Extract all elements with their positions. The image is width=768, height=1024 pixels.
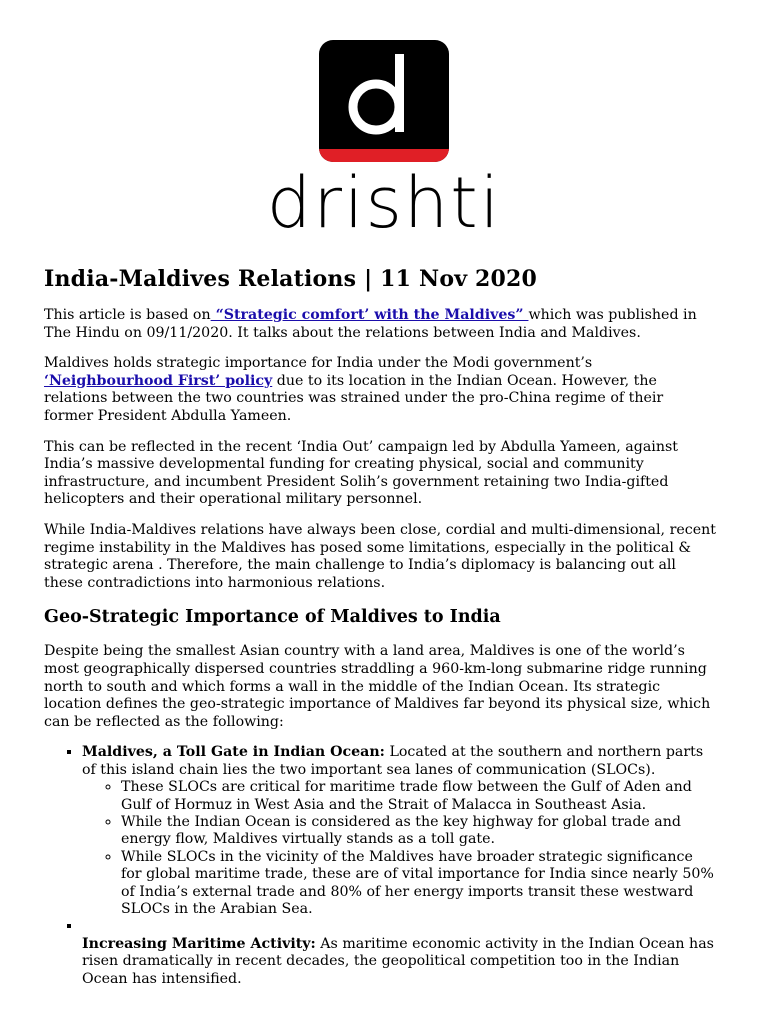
paragraph-4: While India-Maldives relations have always been close, cordial and multi-dimensional, recent regime instability in the Maldives has posed some limitations, especially in the political & strategic arena . Therefore, the main challenge to India’s diplomacy is balancing out all these contradictions into harmonious relations. <box>44 521 716 591</box>
sub-list-text-cont: for global maritime trade, these are of vital importance for India since nearly 50% of India’s external trade and 80% of her energy imports transit these westward SLOCs in the Arabian Sea. <box>121 866 714 917</box>
article-source-link[interactable]: “Strategic comfort’ with the Maldives” <box>210 307 529 323</box>
sub-list-item: ◦ These SLOCs are critical for maritime trade flow between the Gulf of Aden and Gulf of Hormuz in West Asia and the Strait of Malacca in Southeast Asia. <box>121 779 716 814</box>
list-item <box>82 918 716 988</box>
intro-text: This article is based on <box>44 307 211 323</box>
paragraph-2 <box>44 355 716 425</box>
page-title: India-Maldives Relations | 11 Nov 2020 <box>44 266 538 292</box>
sub-list-item: ◦ While the Indian Ocean is considered as the key highway for global trade and energy flow, Maldives virtually stands as a toll gate. <box>121 814 716 849</box>
section-heading: Geo-Strategic Importance of Maldives to India <box>44 607 501 628</box>
drishti-d-logo-icon <box>319 40 449 162</box>
p2-text-end: due to its location in the Indian Ocean. However, the relations between the two countries was strained under the pro-China regime of their former President Abdulla Yameen. <box>44 372 664 424</box>
sub-list-text: While SLOCs in the vicinity of the Maldives have broader strategic significance <box>121 848 693 865</box>
logo-red-bar <box>319 149 449 162</box>
p2-text: Maldives holds strategic importance for India under the Modi government’s <box>44 355 593 372</box>
neighbourhood-first-link[interactable]: ‘Neighbourhood First’ policy <box>44 372 273 389</box>
list-item-bold: Increasing Maritime Activity: <box>82 935 316 952</box>
paragraph-5: Despite being the smallest Asian country with a land area, Maldives is one of the world’s most geographically dispersed countries straddling a 960-km-long submarine ridge running north to south and which forms a wall in the middle of the Indian Ocean. Its strategic location defines the geo-strategic importance of Maldives far beyond its physical size, which can be reflected as the following: <box>44 643 711 730</box>
list-item-text-cont: risen dramatically in recent decades, the geopolitical competition too in the Indian Ocean has intensified. <box>82 953 680 987</box>
intro-paragraph <box>44 307 716 342</box>
list-item <box>82 744 716 918</box>
sub-list-item <box>121 849 716 919</box>
list-item-text: Located at the southern and northern parts of this island chain lies the two important sea lanes of communication (SLOCs). <box>82 744 704 778</box>
intro-text-end: which was published in The Hindu on 09/11/2020. It talks about the relations between India and Maldives. <box>44 307 697 341</box>
article <box>44 264 716 988</box>
sub-list <box>82 779 716 918</box>
list-item-bold: Maldives, a Toll Gate in Indian Ocean: <box>82 744 385 761</box>
logo <box>0 0 768 250</box>
bullet-list <box>44 744 716 988</box>
list-item-text: As maritime economic activity in the Indian Ocean has <box>315 935 714 952</box>
logo-wordmark: drishti <box>266 162 502 244</box>
paragraph-3: This can be reflected in the recent ‘India Out’ campaign led by Abdulla Yameen, against India’s massive developmental funding for creating physical, social and community infrastructure, and incumbent President Solih’s government retaining two India-gifted helicopters and their operational military personnel. <box>44 438 678 508</box>
